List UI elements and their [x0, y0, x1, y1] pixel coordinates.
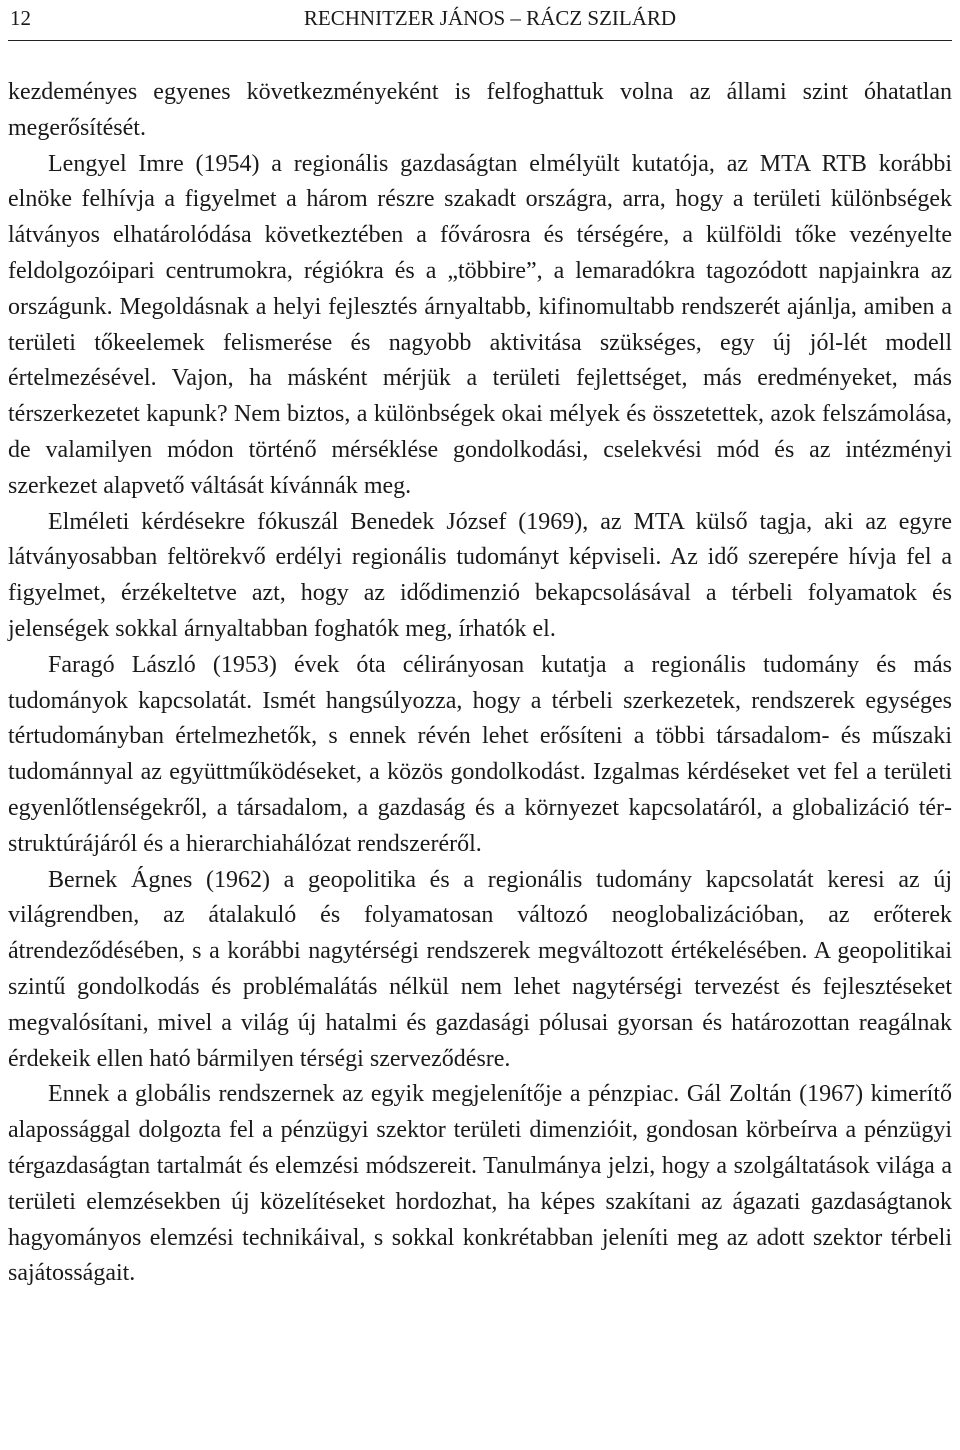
body-text: [8, 75, 952, 1292]
running-header-title: RECHNITZER JÁNOS – RÁCZ SZILÁRD: [303, 6, 677, 30]
paragraph-lengyel-imre: Lengyel Imre (1954) a regionális gazdaságtan elmélyült kutatója, az MTA RTB korábbi elnöke felhívja a figyelmet a három részre szakadt országra, arra, hogy a területi különbségek látványos elhatárolódása következtében a fővárosra és térségére, a külföldi tőke vezényelte feldolgozóipari centrumokra, régiókra és a „többire”, a lemaradókra tagozódott napjainkra az országunk. Megoldásnak a helyi fejlesztés árnyaltabb, kifinomultabb rendszerét ajánlja, amiben a területi tőkeelemek felismerése és nagyobb aktivitása szükséges, egy új jól-lét modell értelmezésével. Vajon, ha másként mérjük a területi fejlettséget, más eredményeket, más térszerkezetet kapunk? Nem biztos, a különbségek okai mélyek és összetettek, azok felszámolása, de valamilyen módon történő mérséklése gondolkodási, cselekvési mód és az intézményi szerkezet alapvető váltását kívánnák meg.: [8, 150, 952, 499]
document-page: [8, 0, 952, 1292]
page-number: 12: [10, 6, 31, 30]
paragraph-continued: kezdeményes egyenes következményeként is felfoghattuk volna az állami szint óhatatlan megerősítését.: [8, 79, 952, 141]
paragraph-bernek-agnes: Bernek Ágnes (1962) a geopolitika és a regionális tudomány kapcsolatát keresi az új világrendben, az átalakuló és folyamatosan változó neoglobalizációban, az erőterek átrendeződésében, s a korábbi nagytérségi rendszerek megváltozott értékelésében. A geopolitikai szintű gondolkodás és problémalátás nélkül nem lehet nagytérségi tervezést és fejlesztéseket megvalósítani, mivel a világ új hatalmi és gazdasági pólusai gyorsan és határozottan reagálnak érdekeik ellen ható bármilyen térségi szerveződésre.: [8, 866, 952, 1072]
paragraph-gal-zoltan: Ennek a globális rendszernek az egyik megjelenítője a pénzpiac. Gál Zoltán (1967) kimerítő alapossággal dolgozta fel a pénzügyi szektor területi dimenzióit, gondosan körbeírva a pénzügyi térgazdaságtan tartalmát és elemzési módszereit. Tanulmánya jelzi, hogy a szolgáltatások világa a területi elemzésekben új közelítéseket hordozhat, ha képes szakítani az ágazati gazdaságtanok hagyományos elemzési technikáival, s sokkal konkrétabban jeleníti meg az adott szektor térbeli sajátosságait.: [8, 1081, 952, 1287]
running-header: [8, 0, 952, 41]
paragraph-benedek-jozsef: Elméleti kérdésekre fókuszál Benedek József (1969), az MTA külső tagja, aki az egyre látványosabban feltörekvő erdélyi regionális tudományt képviseli. Az idő szerepére hívja fel a figyelmet, érzékeltetve azt, hogy az idődimenzió bekapcsolásával a térbeli folyamatok és jelenségek sokkal árnyaltabban foghatók meg, írhatók el.: [8, 508, 952, 642]
paragraph-farago-laszlo: Faragó László (1953) évek óta célirányosan kutatja a regionális tudomány és más tudományok kapcsolatát. Ismét hangsúlyozza, hogy a térbeli szerkezetek, rendszerek egységes tértudományban értelmezhetők, s ennek révén lehet erősíteni a többi társadalom- és műszaki tudománnyal az együttműködéseket, a közös gondolkodást. Izgalmas kérdéseket vet fel a területi egyenlőtlenségekről, a társadalom, a gazdaság és a környezet kapcsolatáról, a globalizáció térstruktúrájáról és a hierarchiahálózat rendszeréről.: [8, 651, 952, 857]
